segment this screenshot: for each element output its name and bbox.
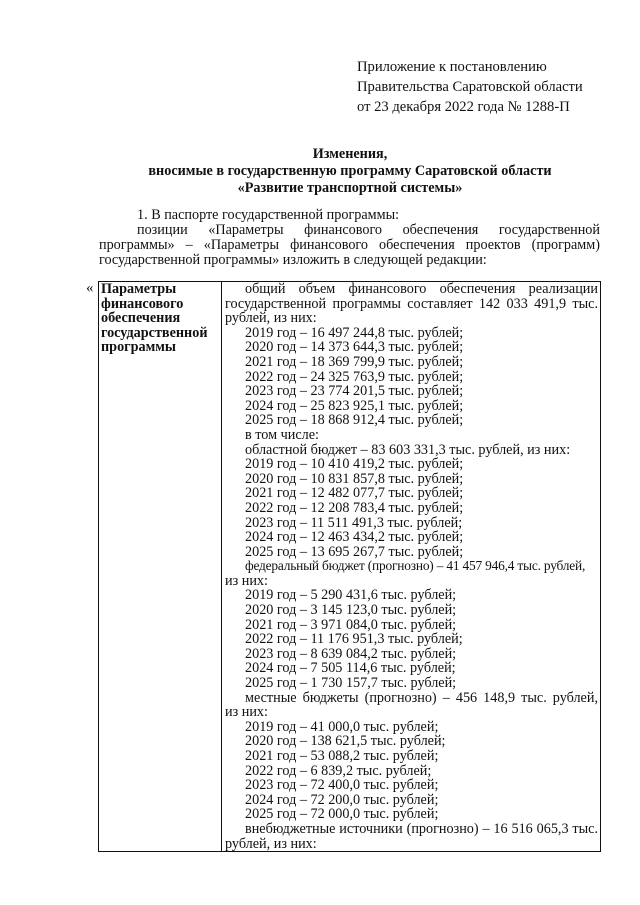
parameters-table xyxy=(98,281,601,852)
value-line: рублей, из них: xyxy=(225,835,317,852)
opening-quote: « xyxy=(86,280,94,296)
value-line: 2021 год – 18 369 799,9 тыс. рублей; xyxy=(245,353,464,370)
intro-line: государственной программы» изложить в следующей редакции: xyxy=(99,252,487,268)
value-line: местные бюджеты (прогнозно) – 456 148,9 тыс. рублей, xyxy=(245,689,598,706)
value-line: 2023 год – 11 511 491,3 тыс. рублей; xyxy=(245,514,463,531)
value-line: федеральный бюджет (прогнозно) – 41 457 946,4 тыс. рублей, xyxy=(245,558,586,574)
value-line: 2021 год – 12 482 077,7 тыс. рублей; xyxy=(245,485,464,502)
value-line: 2019 год – 10 410 419,2 тыс. рублей; xyxy=(245,456,464,473)
title-line: Изменения, xyxy=(312,146,388,162)
table-row xyxy=(99,282,601,852)
value-line: 2024 год – 7 505 114,6 тыс. рублей; xyxy=(245,660,456,677)
value-line: из них: xyxy=(225,704,268,721)
value-line: 2024 год – 12 463 434,2 тыс. рублей; xyxy=(245,529,464,546)
value-line: 2022 год – 11 176 951,3 тыс. рублей; xyxy=(245,631,463,648)
value-line: из них: xyxy=(225,572,268,589)
title-line: «Развитие транспортной системы» xyxy=(237,180,463,196)
value-line: 2023 год – 23 774 201,5 тыс. рублей; xyxy=(245,383,464,400)
value-line: 2023 год – 72 400,0 тыс. рублей; xyxy=(245,777,439,794)
value-line: 2025 год – 1 730 157,7 тыс. рублей; xyxy=(245,675,457,692)
value-line: 2023 год – 8 639 084,2 тыс. рублей; xyxy=(245,645,457,662)
document-title xyxy=(0,146,640,197)
value-line: 2024 год – 25 823 925,1 тыс. рублей; xyxy=(245,397,464,414)
value-line: 2025 год – 13 695 267,7 тыс. рублей; xyxy=(245,543,464,560)
appendix-line: Приложение к постановлению xyxy=(357,59,547,75)
value-line: 2020 год – 10 831 857,8 тыс. рублей; xyxy=(245,470,464,487)
value-line: 2019 год – 41 000,0 тыс. рублей; xyxy=(245,718,439,735)
intro-line: позиции «Параметры финансового обеспечения государственной xyxy=(137,222,600,238)
value-line: внебюджетные источники (прогнозно) – 16 516 065,3 тыс. xyxy=(245,820,598,837)
value-line: 2020 год – 3 145 123,0 тыс. рублей; xyxy=(245,602,457,619)
value-line: общий объем финансового обеспечения реализации xyxy=(245,281,598,297)
value-line: 2022 год – 6 839,2 тыс. рублей; xyxy=(245,762,432,779)
parameter-value xyxy=(222,282,601,852)
value-line: 2025 год – 18 868 912,4 тыс. рублей; xyxy=(245,412,464,429)
intro-point: 1. В паспорте государственной программы: xyxy=(137,207,400,223)
value-line: 2020 год – 14 373 644,3 тыс. рублей; xyxy=(245,339,464,356)
value-line: 2021 год – 3 971 084,0 тыс. рублей; xyxy=(245,616,457,633)
value-line: рублей, из них: xyxy=(225,310,317,327)
value-line: государственной программы составляет 142 033 491,9 тыс. xyxy=(225,295,598,312)
intro-paragraph xyxy=(99,208,600,268)
appendix-block xyxy=(357,57,583,117)
value-line: 2025 год – 72 000,0 тыс. рублей; xyxy=(245,806,439,823)
value-line: в том числе: xyxy=(245,426,319,443)
appendix-line: от 23 декабря 2022 года № 1288-П xyxy=(357,99,570,115)
value-line: 2019 год – 16 497 244,8 тыс. рублей; xyxy=(245,324,464,341)
value-line: 2020 год – 138 621,5 тыс. рублей; xyxy=(245,733,446,750)
appendix-line: Правительства Саратовской области xyxy=(357,79,583,95)
value-line: 2019 год – 5 290 431,6 тыс. рублей; xyxy=(245,587,457,604)
value-line: 2021 год – 53 088,2 тыс. рублей; xyxy=(245,748,439,764)
parameter-label: Параметры финансового обеспечения государственной программы xyxy=(99,282,222,852)
value-line: областной бюджет – 83 603 331,3 тыс. рублей, из них: xyxy=(245,441,571,458)
value-line: 2024 год – 72 200,0 тыс. рублей; xyxy=(245,791,439,808)
value-line: 2022 год – 24 325 763,9 тыс. рублей; xyxy=(245,368,464,385)
value-line: 2022 год – 12 208 783,4 тыс. рублей; xyxy=(245,499,464,516)
intro-line: программы» – «Параметры финансового обеспечения проектов (программ) xyxy=(99,237,600,253)
title-line: вносимые в государственную программу Саратовской области xyxy=(148,163,552,179)
